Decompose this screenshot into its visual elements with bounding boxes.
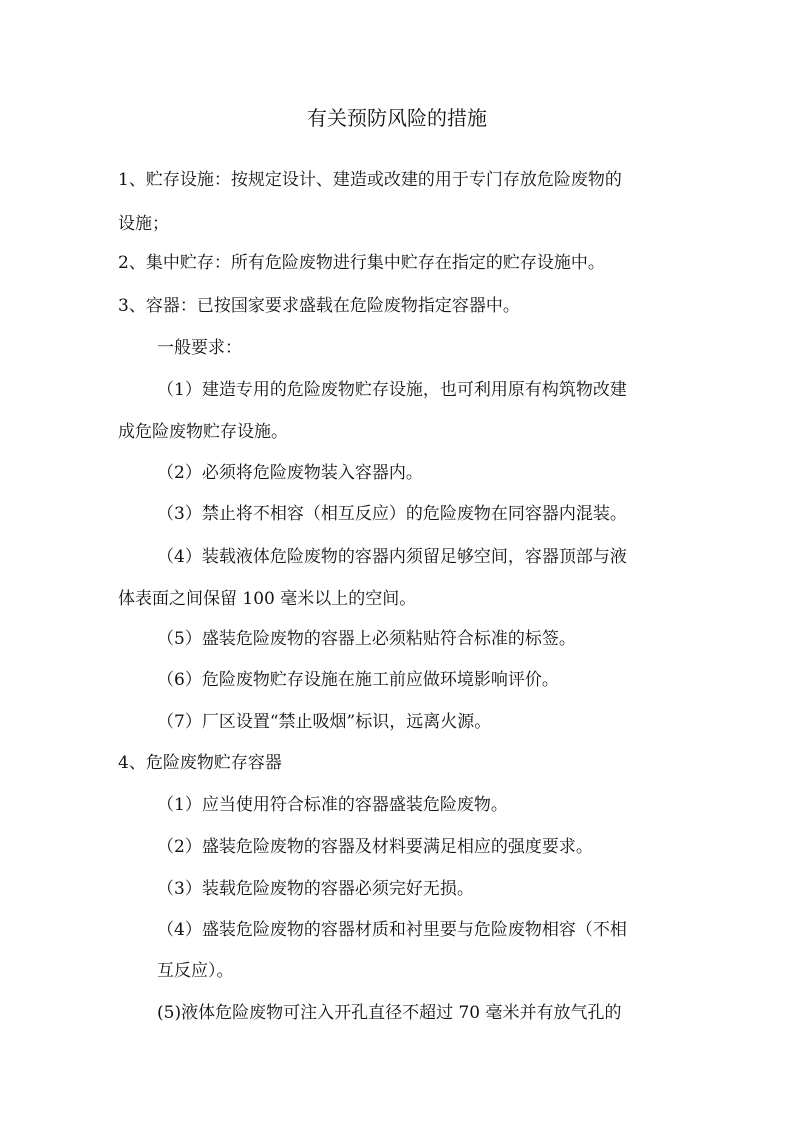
general-requirements-heading: 一般要求： — [157, 338, 242, 358]
page-title: 有关预防风险的措施 — [307, 106, 487, 130]
container-rule-5-line-1: (5)液体危险废物可注入开孔直径不超过 70 毫米并有放气孔的 — [157, 1003, 622, 1023]
requirement-4-line-2: 体表面之间保留 100 毫米以上的空间。 — [118, 589, 417, 609]
section-1-line-1: 1、贮存设施：按规定设计、建造或改建的用于专门存放危险废物的 — [118, 170, 622, 190]
requirement-5-line: （5）盛装危险废物的容器上必须粘贴符合标准的标签。 — [157, 629, 576, 649]
requirement-1-line-2: 成危险废物贮存设施。 — [118, 422, 288, 442]
section-3-line: 3、容器：已按国家要求盛载在危险废物指定容器中。 — [118, 296, 520, 316]
requirement-4-line-1: （4）装载液体危险废物的容器内须留足够空间，容器顶部与液 — [157, 547, 627, 567]
requirement-7-line: （7）厂区设置“禁止吸烟”标识，远离火源。 — [157, 712, 492, 732]
requirement-3-line: （3）禁止将不相容（相互反应）的危险废物在同容器内混装。 — [157, 504, 627, 524]
section-4-heading: 4、危险废物贮存容器 — [118, 753, 282, 773]
container-rule-3-line: （3）装载危险废物的容器必须完好无损。 — [157, 879, 474, 899]
section-1-line-2: 设施； — [118, 214, 169, 234]
requirement-6-line: （6）危险废物贮存设施在施工前应做环境影响评价。 — [157, 670, 559, 690]
container-rule-4-line-1: （4）盛装危险废物的容器材质和衬里要与危险废物相容（不相 — [157, 920, 627, 940]
container-rule-4-line-2: 互反应）。 — [157, 961, 234, 981]
container-rule-1-line: （1）应当使用符合标准的容器盛装危险废物。 — [157, 795, 508, 815]
requirement-1-line-1: （1）建造专用的危险废物贮存设施，也可利用原有构筑物改建 — [157, 380, 627, 400]
requirement-2-line: （2）必须将危险废物装入容器内。 — [157, 463, 423, 483]
section-2-line: 2、集中贮存：所有危险废物进行集中贮存在指定的贮存设施中。 — [118, 253, 605, 273]
container-rule-2-line: （2）盛装危险废物的容器及材料要满足相应的强度要求。 — [157, 837, 593, 857]
